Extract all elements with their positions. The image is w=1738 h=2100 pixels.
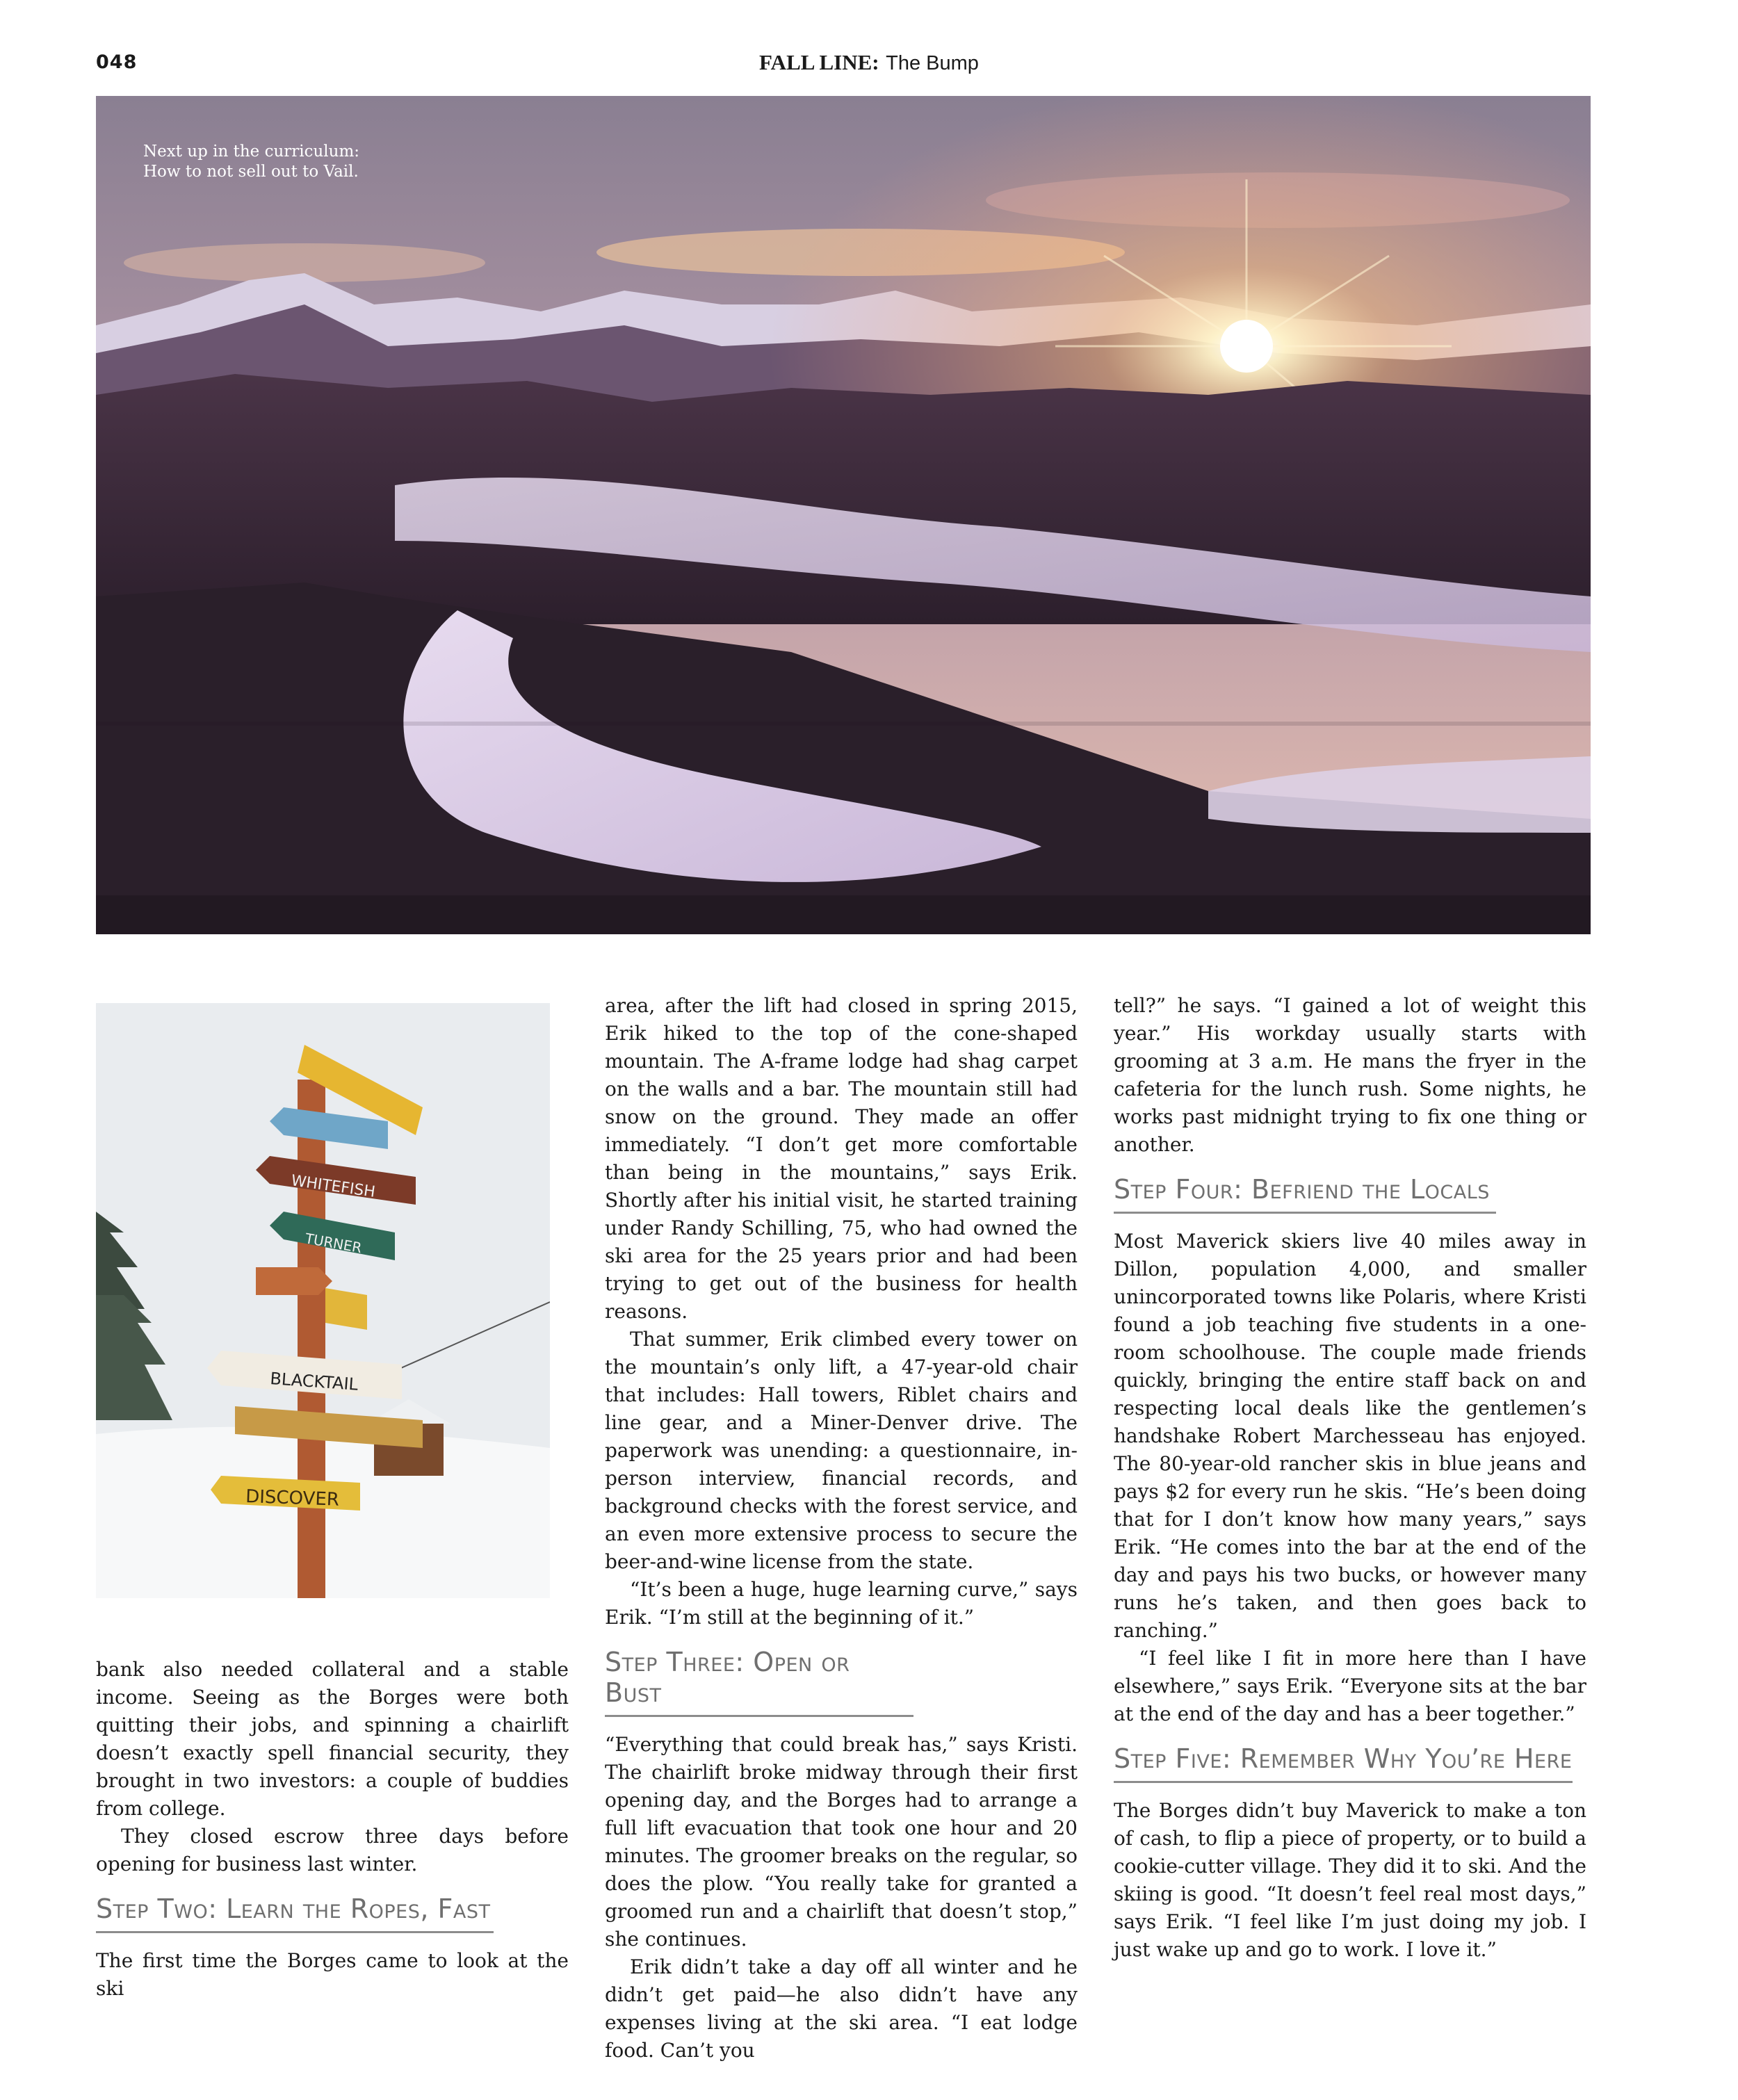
svg-text:TURNER: TURNER [304, 1230, 364, 1257]
paragraph: “Everything that could break has,” says Kristi. The chairlift broke midway through their first opening day, and the Borges had to arrange a full lift evacuation that took one hour and 20 minutes. The groomer breaks on the regular, so does the plow. “You really take for granted a groomed run and a chairlift that doesn’t stop,” she continues. [605, 1733, 1078, 1951]
svg-text:DISCOVER: DISCOVER [245, 1486, 340, 1511]
step-five-heading: Step Five: Remember Why You’re Here [1114, 1743, 1573, 1783]
hero-photo-mountain-sunset [96, 96, 1591, 934]
mountain-landscape-illustration [96, 96, 1591, 934]
paragraph: “It’s been a huge, huge learning curve,” says Erik. “I’m still at the beginning of it.” [605, 1578, 1078, 1629]
paragraph: tell?” he says. “I gained a lot of weight this year.” His workday usually starts with grooming at 3 a.m. He mans the fryer in the cafeteria for the lunch rush. Some nights, he works past midnight trying to fix one thing or another. [1114, 994, 1586, 1156]
hero-caption [143, 142, 359, 182]
step-four-heading: Step Four: Befriend the Locals [1114, 1174, 1496, 1214]
paragraph: Most Maverick skiers live 40 miles away in Dillon, population 4,000, and smaller unincorporated towns like Polaris, where Kristi found a job teaching five students in a one-room schoolhouse. The couple made friends quickly, bringing the entire staff back on and respecting local deals like the gentlemen’s handshake Robert Marchesseau has enjoyed. The 80-year-old rancher skis in blue jeans and pays $2 for every run he skis. “He’s been doing that for I don’t know how many years,” says Erik. “He comes into the bar at the end of the day and pays his two bucks, or however many runs he’s taken, and then goes back to ranching.” [1114, 1230, 1586, 1642]
paragraph: Erik didn’t take a day off all winter and he didn’t get paid—he also didn’t have any expenses living at the ski area. “I eat lodge food. Can’t you [605, 1955, 1078, 2062]
paragraph: They closed escrow three days before opening for business last winter. [96, 1825, 569, 1875]
column-middle [605, 992, 1078, 2065]
svg-text:BLACKTAIL: BLACKTAIL [269, 1369, 359, 1394]
column-left [96, 1656, 569, 2003]
hero-caption-line1: Next up in the curriculum: [143, 143, 360, 161]
paragraph: “I feel like I fit in more here than I have elsewhere,” says Erik. “Everyone sits at the bar at the end of the day and has a beer together.” [1114, 1647, 1586, 1725]
signpost-photo [96, 1003, 550, 1598]
step-two-heading: Step Two: Learn the Ropes, Fast [96, 1894, 494, 1933]
column-right [1114, 992, 1586, 1964]
paragraph: bank also needed collateral and a stable income. Seeing as the Borges were both quitting their jobs, and spinning a chairlift doesn’t exactly spell financial security, they brought in two investors: a couple of buddies from college. [96, 1658, 569, 1820]
paragraph: The Borges didn’t buy Maverick to make a ton of cash, to flip a piece of property, or to build a cookie-cutter village. They did it to ski. And the skiing is good. “It doesn’t feel real most days,” says Erik. “I feel like I’m just doing my job. I just wake up and go to work. I love it.” [1114, 1799, 1586, 1961]
signpost-illustration [96, 1003, 550, 1598]
page-number: 048 [96, 51, 138, 73]
running-head [0, 50, 1738, 75]
paragraph: area, after the lift had closed in spring 2015, Erik hiked to the top of the cone-shaped mountain. The A-frame lodge had shag carpet on the walls and a bar. The mountain still had snow on the ground. They made an offer immediately. “I don’t get more comfortable than being in the mountains,” says Erik. Shortly after his initial visit, he started training under Randy Schilling, 75, who had owned the ski area for the 25 years prior and had been trying to get out of the business for health reasons. [605, 994, 1078, 1323]
paragraph: That summer, Erik climbed every tower on the mountain’s only lift, a 47-year-old chair that includes: Hall towers, Riblet chairs and line gear, and a Miner-Denver drive. The paperwork was unending: a questionnaire, in-person interview, financial records, and background checks with the forest service, and an even more extensive process to secure the beer-and-wine license from the state. [605, 1328, 1078, 1573]
subsection-title: The Bump [886, 52, 979, 74]
hero-caption-line2: How to not sell out to Vail. [143, 163, 359, 181]
section-title: FALL LINE: [759, 50, 879, 74]
svg-text:WHITEFISH: WHITEFISH [290, 1172, 377, 1201]
step-three-heading: Step Three: Open or Bust [605, 1647, 913, 1717]
paragraph: The first time the Borges came to look at the ski [96, 1949, 569, 2000]
